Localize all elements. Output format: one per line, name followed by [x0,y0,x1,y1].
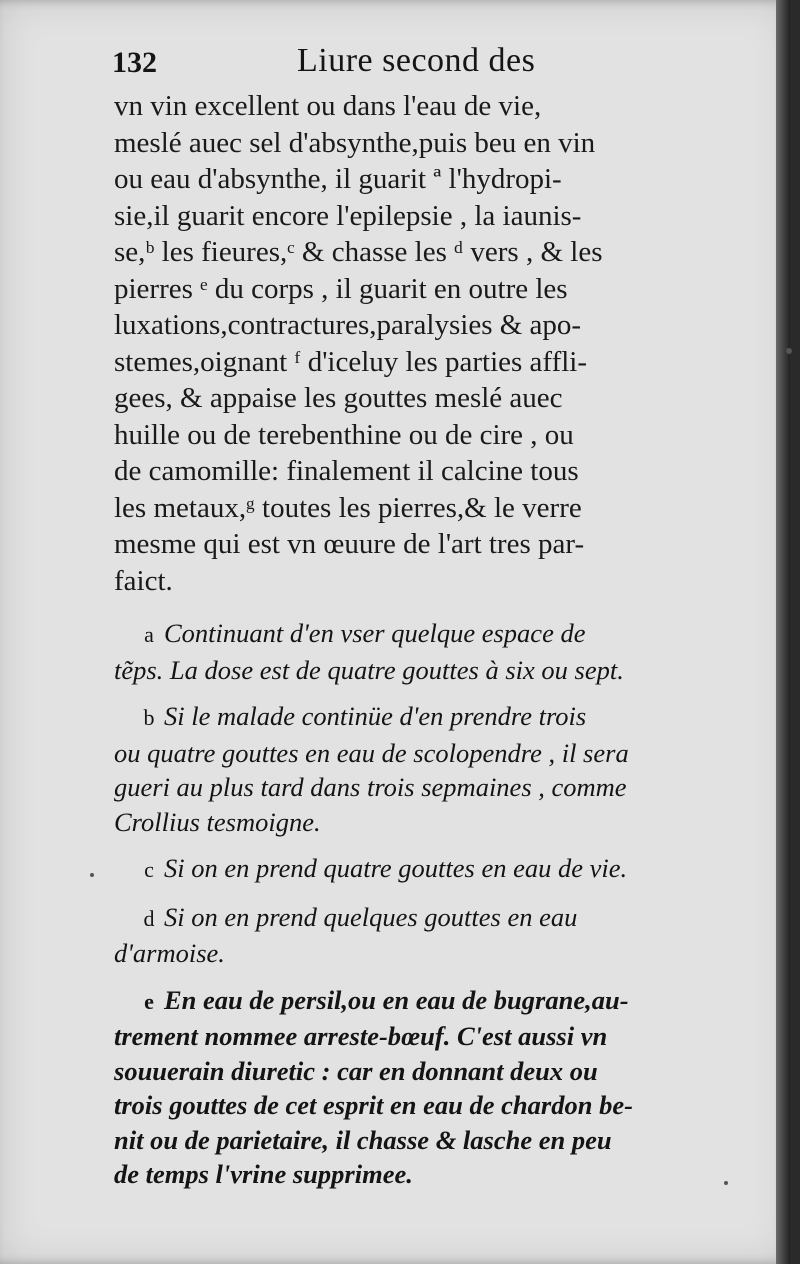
text-line: meslé auec sel d'absynthe,puis beu en vin [114,126,596,159]
page-header [112,38,712,88]
text-line: luxations,contractures,paralysies & apo- [114,309,582,341]
note-line: ou quatre gouttes en eau de scolopendre , il sera [114,737,629,768]
paper-speck [90,873,94,877]
note-line: de temps l'vrine supprimee. [114,1159,413,1189]
note-b [114,699,714,839]
note-marker: b [143,705,155,730]
text-line: gees, & appaise les gouttes meslé auec [114,382,563,414]
note-line: En eau de persil,ou en eau de bugrane,au- [164,984,629,1015]
note-line: nit ou de parietaire, il chasse & lasche en peu [114,1124,612,1155]
text-line: ou eau d'absynthe, il guarit ª l'hydropi- [114,163,562,195]
marginal-notes [114,616,714,1204]
main-text-block [114,88,714,599]
note-a [114,616,714,687]
paper-speck [786,348,792,354]
note-line: trement nommee arreste-bœuf. C'est aussi vn [114,1021,608,1051]
note-line: gueri au plus tard dans trois sepmaines , comme [114,772,627,802]
note-line: trois gouttes de cet esprit en eau de chardon be- [114,1090,633,1120]
running-title: Liure second des [297,42,536,79]
note-line: souuerain diuretic : car en donnant deux ou [114,1055,598,1086]
page-edge-shadow [776,0,790,1264]
note-e [114,983,714,1192]
text-line: huille ou de terebenthine ou de cire , ou [114,418,574,451]
note-line: Si on en prend quelques gouttes en eau [164,901,578,932]
text-line: stemes,oignant ᶠ d'iceluy les parties affli- [114,345,587,378]
note-line: Crollius tesmoigne. [114,806,321,837]
note-marker: d [143,905,155,931]
note-line: d'armoise. [114,938,225,968]
text-line: faict. [114,564,173,597]
text-line: les metaux,ᵍ toutes les pierres,& le verre [114,491,582,524]
paper-speck [724,1181,728,1185]
note-marker: e [144,988,154,1014]
note-d [114,900,714,971]
text-line: sie,il guarit encore l'epilepsie , la iaunis- [114,199,582,232]
note-line: tẽps. La dose est de quatre gouttes à six ou sept. [114,654,624,685]
note-line: Si on en prend quatre gouttes en eau de vie. [164,853,628,883]
text-line: se,ᵇ les fieures,ᶜ & chasse les ᵈ vers , & les [114,236,603,268]
text-line: vn vin excellent ou dans l'eau de vie, [114,90,542,122]
note-line: Continuant d'en vser quelque espace de [164,618,586,648]
note-c [114,851,714,888]
note-marker: a [144,622,154,647]
note-line: Si le malade continüe d'en prendre trois [164,701,587,731]
page-number: 132 [112,46,157,79]
text-line: pierres ᵉ du corps , il guarit en outre les [114,272,568,305]
text-line: mesme qui est vn œuure de l'art tres par- [114,528,585,560]
text-line: de camomille: finalement il calcine tous [114,455,579,487]
note-marker: c [144,857,154,882]
